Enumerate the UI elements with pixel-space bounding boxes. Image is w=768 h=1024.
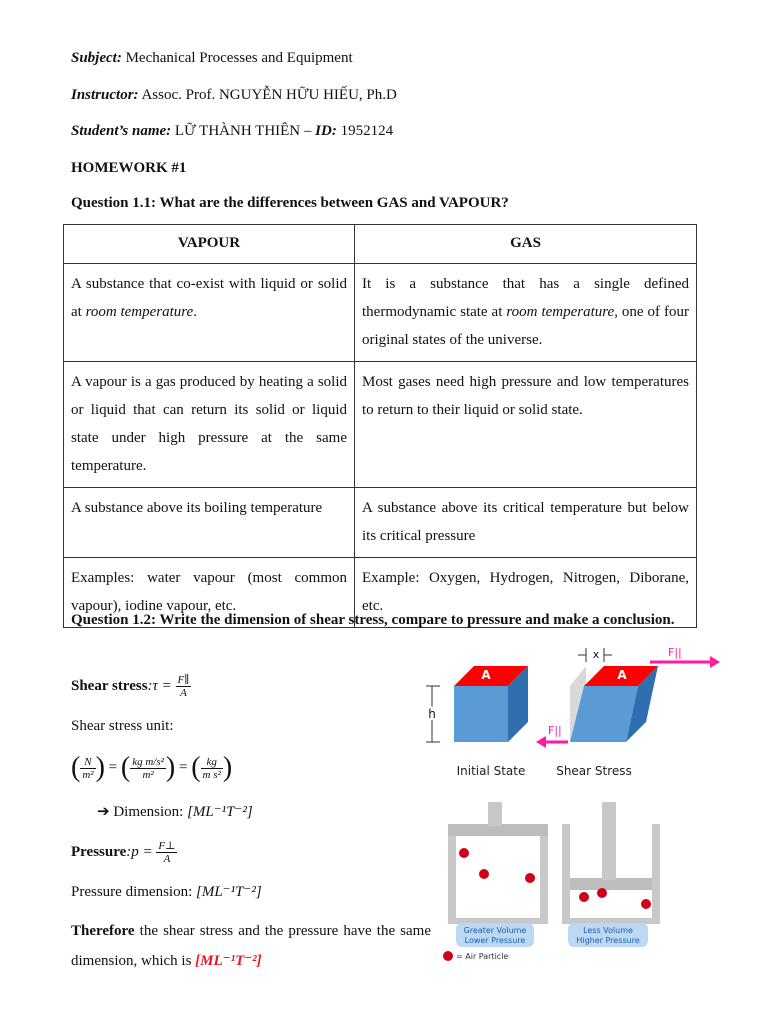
svg-text:Less Volume: Less Volume bbox=[583, 926, 633, 935]
instructor-label: Instructor: bbox=[71, 87, 139, 103]
vapour-cell: Examples: water vapour (most common vapour), iodine vapour, etc. bbox=[64, 558, 355, 628]
conclusion-dimension: [ML⁻¹T⁻²] bbox=[195, 953, 262, 969]
svg-text:Greater Volume: Greater Volume bbox=[463, 926, 527, 935]
vapour-cell: A vapour is a gas produced by heating a solid or liquid that can return its solid or liquid state under high pressure at the same temperature. bbox=[64, 362, 355, 488]
pressure-label: Pressure bbox=[71, 843, 127, 860]
pressure-dimension-line: Pressure dimension: [ML⁻¹T⁻²] bbox=[71, 884, 262, 900]
legend-particle-icon bbox=[443, 951, 453, 961]
legend-label: = Air Particle bbox=[456, 952, 509, 961]
instructor-line bbox=[71, 87, 397, 104]
id-label: ID: bbox=[315, 123, 337, 139]
height-label: h bbox=[428, 707, 436, 721]
conclusion-paragraph: Therefore the shear stress and the pressure have the same dimension, which is [ML⁻¹T⁻²] bbox=[71, 923, 431, 969]
pressure-volume-diagram bbox=[440, 800, 720, 970]
air-particle bbox=[525, 873, 535, 883]
homework-title: HOMEWORK #1 bbox=[71, 160, 187, 176]
instructor-value: Assoc. Prof. NGUYỄN HỮU HIẾU, Ph.D bbox=[141, 87, 397, 103]
shear-stress-diagram bbox=[418, 640, 728, 790]
air-particle bbox=[479, 869, 489, 879]
right-cylinder bbox=[562, 802, 660, 924]
shear-stress-formula: Shear stress:τ = $\frac{F\parallel}{A}$ bbox=[71, 674, 190, 699]
pressure-dimension-value: [ML⁻¹T⁻²] bbox=[196, 884, 262, 900]
caption-initial-state: Initial State bbox=[456, 764, 526, 778]
subject-line bbox=[71, 50, 353, 67]
x-label: x bbox=[592, 648, 600, 661]
dimension-value: [ML⁻¹T⁻²] bbox=[187, 804, 253, 820]
legend bbox=[443, 951, 508, 961]
caption-shear-stress: Shear Stress bbox=[556, 764, 632, 778]
shear-unit-equation: ( $\frac{N}{\text{m²}}$ ) = ( $\frac{\text{kg m/s²}}{\text{m²}}$ ) = ( $\frac{kg}{\text{m s²}}$ ) bbox=[71, 752, 233, 783]
pressure-formula: Pressure:p = $\frac{F\perp}{A}$ bbox=[71, 840, 176, 865]
force-top-label: F|| bbox=[668, 646, 682, 659]
air-particle bbox=[579, 892, 589, 902]
subject-value: Mechanical Processes and Equipment bbox=[125, 50, 353, 66]
table-row bbox=[64, 264, 697, 362]
question-1-1-title: Question 1.1: What are the differences between GAS and VAPOUR? bbox=[71, 195, 509, 211]
force-arrow-top bbox=[650, 646, 720, 668]
x-dimension bbox=[578, 648, 612, 662]
sheared-block bbox=[570, 666, 658, 742]
force-bottom-label: F|| bbox=[548, 724, 562, 737]
column-header-vapour: VAPOUR bbox=[64, 225, 355, 264]
air-particle bbox=[597, 888, 607, 898]
svg-text:Higher Pressure: Higher Pressure bbox=[576, 936, 640, 945]
column-header-gas: GAS bbox=[355, 225, 697, 264]
svg-text:Lower Pressure: Lower Pressure bbox=[464, 936, 526, 945]
id-value: 1952124 bbox=[340, 123, 394, 139]
student-value: LỮ THÀNH THIÊN – bbox=[174, 123, 312, 139]
pressure-fraction: $\frac{F\perp}{A}$ bbox=[158, 840, 176, 865]
initial-block bbox=[454, 666, 528, 742]
gas-vapour-table bbox=[63, 224, 697, 628]
gas-cell: Example: Oxygen, Hydrogen, Nitrogen, Diborane, etc. bbox=[355, 558, 697, 628]
student-line bbox=[71, 123, 393, 140]
face-label-right: A bbox=[617, 668, 627, 682]
shear-stress-label: Shear stress bbox=[71, 677, 148, 694]
vapour-cell: A substance above its boiling temperature bbox=[64, 488, 355, 558]
left-caption bbox=[456, 923, 534, 947]
subject-label: Subject: bbox=[71, 50, 122, 66]
arrow-icon: ➔ bbox=[97, 804, 110, 820]
left-cylinder bbox=[448, 802, 548, 924]
dimension-line: ➔ Dimension: [ML⁻¹T⁻²] bbox=[97, 804, 253, 820]
gas-cell: It is a substance that has a single defined thermodynamic state at room temperature, one of four original states of the universe. bbox=[355, 264, 697, 362]
table-row bbox=[64, 488, 697, 558]
right-caption bbox=[568, 923, 648, 947]
question-1-2-title: Question 1.2: Write the dimension of shear stress, compare to pressure and make a conclusion. bbox=[71, 612, 675, 628]
table-header-row bbox=[64, 225, 697, 264]
shear-unit-label: Shear stress unit: bbox=[71, 718, 174, 734]
face-label-left: A bbox=[481, 668, 491, 682]
air-particle bbox=[459, 848, 469, 858]
gas-cell: A substance above its critical temperature but below its critical pressure bbox=[355, 488, 697, 558]
gas-cell: Most gases need high pressure and low temperatures to return to their liquid or solid state. bbox=[355, 362, 697, 488]
force-arrow-bottom bbox=[536, 724, 568, 748]
air-particle bbox=[641, 899, 651, 909]
table-row bbox=[64, 362, 697, 488]
student-label: Student’s name: bbox=[71, 123, 172, 139]
height-dimension bbox=[426, 686, 440, 742]
vapour-cell: A substance that co-exist with liquid or solid at room temperature. bbox=[64, 264, 355, 362]
shear-fraction: $\frac{F\parallel}{A}$ bbox=[177, 674, 190, 699]
